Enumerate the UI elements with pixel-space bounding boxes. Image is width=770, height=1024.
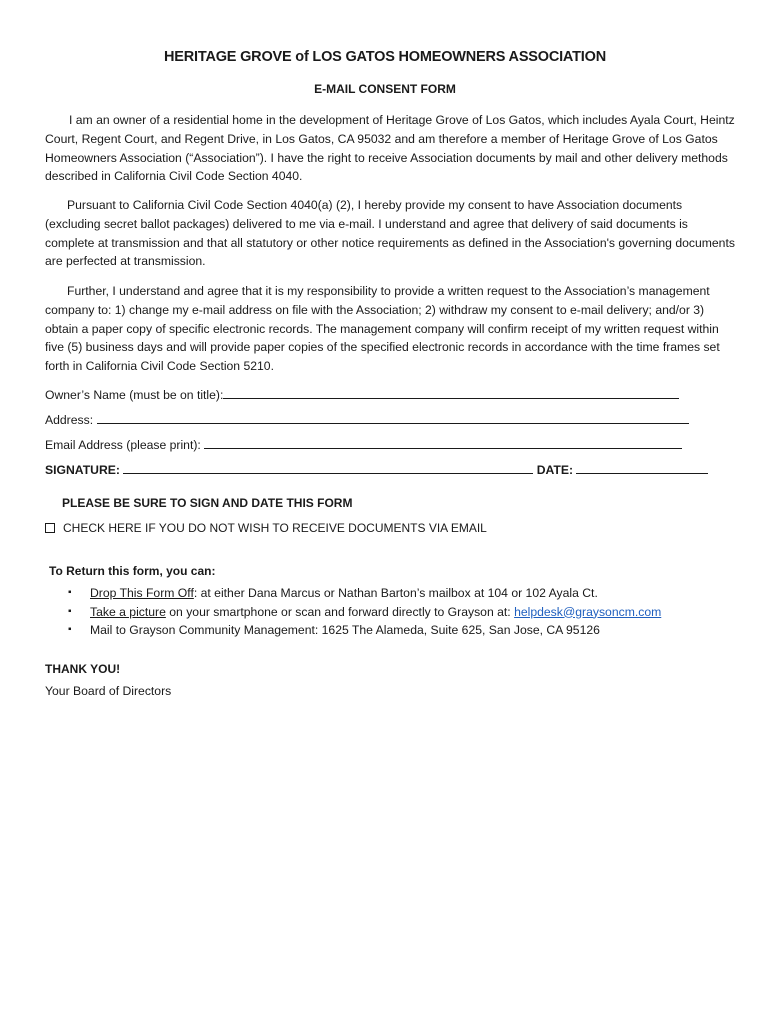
helpdesk-email-link[interactable]: helpdesk@graysoncm.com <box>514 604 662 619</box>
page-title: HERITAGE GROVE of LOS GATOS HOMEOWNERS ASSOCIATION <box>164 49 606 65</box>
ownership-paragraph: I am an owner of a residential home in the development of Heritage Grove of Los Gatos, which includes Ayala Court, Heintz Court, Regent Court, and Regent Drive, in Los Gatos, CA 95032 and am therefore a member of Heritage Grove of Los Gatos Homeowners Association (“Association”). I have the right to receive Association documents by mail and other delivery methods described in California Civil Code Section 4040. <box>45 113 735 184</box>
owner-name-field[interactable] <box>223 386 679 399</box>
board-signoff: Your Board of Directors <box>45 684 172 698</box>
thank-you-text: THANK YOU! <box>45 662 121 676</box>
opt-out-checkbox[interactable] <box>45 523 55 533</box>
consent-paragraph: Pursuant to California Civil Code Section 4040(a) (2), I hereby provide my consent to have Association documents (excluding secret ballot packages) delivered to me via e-mail. I understand and agree that delivery of said documents is complete at transmission and that all statutory or other notice requirements as defined in the Association's governing documents are perfected at transmission. <box>45 198 735 269</box>
picture-lead: Take a picture <box>90 604 166 619</box>
list-item <box>68 603 661 622</box>
bullet-icon: ▪ <box>68 605 72 617</box>
signature-label: SIGNATURE: <box>45 463 120 477</box>
list-item <box>68 584 661 603</box>
drop-off-lead: Drop This Form Off <box>90 586 194 600</box>
owner-name-row <box>45 386 735 402</box>
opt-out-label: CHECK HERE IF YOU DO NOT WISH TO RECEIVE DOCUMENTS VIA EMAIL <box>63 521 487 535</box>
mail-text: Mail to Grayson Community Management: 1625 The Alameda, Suite 625, San Jose, CA 95126 <box>90 623 600 637</box>
signature-row <box>45 461 735 477</box>
picture-text: on your smartphone or scan and forward directly to Grayson at: <box>165 604 515 619</box>
signature-field[interactable] <box>123 461 533 474</box>
drop-off-text: : at either Dana Marcus or Nathan Barton’s mailbox at 104 or 102 Ayala Ct. <box>193 586 598 600</box>
return-heading: To Return this form, you can: <box>49 564 216 578</box>
list-item <box>68 621 661 640</box>
sign-date-notice: PLEASE BE SURE TO SIGN AND DATE THIS FORM <box>62 496 353 510</box>
bullet-icon: ▪ <box>68 624 72 635</box>
form-subtitle: E-MAIL CONSENT FORM <box>314 82 456 96</box>
return-options-list <box>68 584 661 640</box>
email-opt-out-row <box>45 521 487 535</box>
email-row <box>45 436 735 452</box>
responsibility-paragraph: Further, I understand and agree that it is my responsibility to provide a written request to the Association’s management company to: 1) change my e-mail address on file with the Association; 2) withdraw my consent to e-mail delivery; and/or 3) obtain a paper copy of specific electronic records. The management company will confirm receipt of my written request within five (5) business days and will provide paper copies of the specified electronic records in accordance with the time frames set forth in California Civil Code Section 5210. <box>45 284 720 374</box>
owner-name-label: Owner’s Name (must be on title): <box>45 388 224 402</box>
bullet-icon: ▪ <box>68 587 72 598</box>
address-field[interactable] <box>97 411 689 424</box>
email-label: Email Address (please print): <box>45 438 201 452</box>
date-label: DATE: <box>536 463 574 477</box>
date-field[interactable] <box>576 461 708 474</box>
address-row <box>45 411 735 427</box>
address-label: Address: <box>45 413 94 427</box>
email-field[interactable] <box>204 436 682 449</box>
